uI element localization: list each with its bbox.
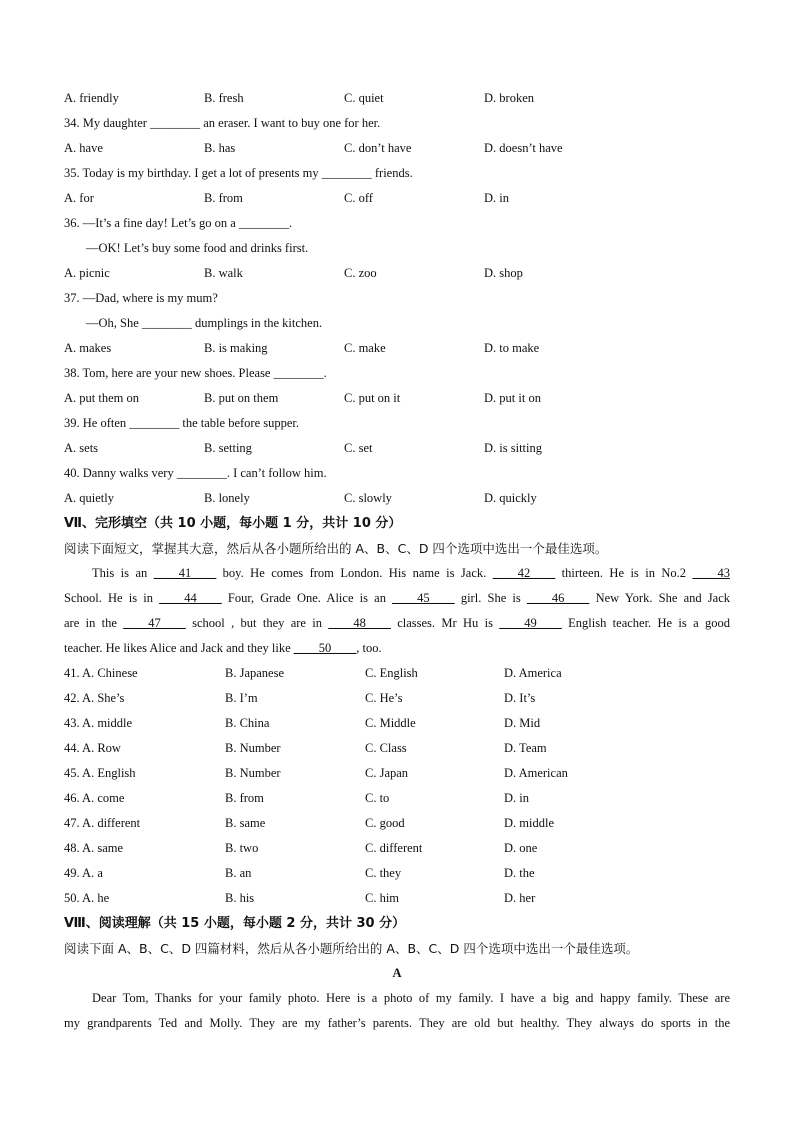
option: B. walk	[204, 266, 243, 280]
option: A. picnic	[64, 266, 110, 280]
passage-text: This is an	[92, 566, 154, 580]
option: C. Japan	[365, 766, 409, 780]
option: B. Number	[225, 766, 281, 780]
blank-48: ____48____	[328, 616, 391, 630]
passage-line	[64, 611, 730, 636]
option: 48. A. same	[64, 841, 124, 855]
option: D. doesn’t have	[484, 141, 563, 155]
cloze-passage	[64, 561, 730, 661]
option: B. from	[204, 191, 243, 205]
option: B. from	[225, 791, 264, 805]
option: C. to	[365, 791, 390, 805]
option: 45. A. English	[64, 766, 136, 780]
option: D. in	[504, 791, 529, 805]
passage-text: girl. She is	[454, 591, 527, 605]
option: A. for	[64, 191, 94, 205]
passage-line	[64, 561, 730, 586]
question-34: 34. My daughter ________ an eraser. I want to buy one for her.	[64, 116, 381, 130]
option: D. America	[504, 666, 562, 680]
reading-passage-a	[64, 986, 730, 1036]
passage-line	[64, 586, 730, 611]
blank-41: ____41____	[153, 566, 217, 580]
option: B. China	[225, 716, 270, 730]
passage-line: Dear Tom, Thanks for your family photo. Here is a photo of my family. I have a big and happy family. These are	[92, 991, 730, 1005]
passage-text: , too.	[356, 641, 382, 655]
option: C. Middle	[365, 716, 416, 730]
option: B. an	[225, 866, 252, 880]
option: A. makes	[64, 341, 112, 355]
option: C. good	[365, 816, 405, 830]
option: A. put them on	[64, 391, 139, 405]
option: D. middle	[504, 816, 554, 830]
option: B. same	[225, 816, 266, 830]
option: C. make	[344, 341, 386, 355]
option: B. setting	[204, 441, 252, 455]
option: D. her	[504, 891, 536, 905]
option: B. I’m	[225, 691, 258, 705]
option: B. is making	[204, 341, 268, 355]
option: B. his	[225, 891, 255, 905]
passage-text: classes. Mr Hu is	[390, 616, 500, 630]
option: C. set	[344, 441, 373, 455]
option: C. slowly	[344, 491, 392, 505]
question-36-reply: —OK! Let’s buy some food and drinks first.	[86, 241, 309, 255]
passage-text: are in the	[64, 616, 124, 630]
option: C. quiet	[344, 91, 384, 105]
option: D. one	[504, 841, 538, 855]
option: D. American	[504, 766, 568, 780]
question-37-reply: —Oh, She ________ dumplings in the kitchen.	[86, 316, 323, 330]
option: 46. A. come	[64, 791, 125, 805]
option: C. don’t have	[344, 141, 412, 155]
option: 50. A. he	[64, 891, 110, 905]
passage-heading: A	[392, 966, 402, 980]
option: 49. A. a	[64, 866, 103, 880]
question-36: 36. —It’s a fine day! Let’s go on a ________.	[64, 216, 293, 230]
option: B. fresh	[204, 91, 244, 105]
passage-line: my grandparents Ted and Molly. They are my father’s parents. They are old but healthy. They always do sports in the	[64, 1016, 730, 1030]
option: C. put on it	[344, 391, 401, 405]
option: 44. A. Row	[64, 741, 121, 755]
option: C. different	[365, 841, 423, 855]
option: C. zoo	[344, 266, 377, 280]
option: C. English	[365, 666, 418, 680]
passage-text: New York. She and Jack	[589, 591, 730, 605]
option: D. Team	[504, 741, 547, 755]
section-7-instruction: 阅读下面短文，掌握其大意，然后从各小题所给出的 A、B、C、D 四个选项中选出一个最佳选项。	[64, 541, 608, 556]
option: D. is sitting	[484, 441, 542, 455]
option: A. friendly	[64, 91, 119, 105]
passage-line	[64, 636, 730, 661]
option: B. has	[204, 141, 236, 155]
option: A. quietly	[64, 491, 114, 505]
passage-text: Four, Grade One. Alice is an	[221, 591, 393, 605]
blank-47: ____47____	[123, 616, 186, 630]
option: D. shop	[484, 266, 523, 280]
option: 43. A. middle	[64, 716, 133, 730]
option: A. sets	[64, 441, 99, 455]
option: B. Japanese	[225, 666, 285, 680]
passage-text: thirteen. He is in No.2	[555, 566, 693, 580]
option: D. put it on	[484, 391, 541, 405]
option: D. in	[484, 191, 509, 205]
passage-text: teacher. He likes Alice and Jack and they like	[64, 641, 294, 655]
option: D. to make	[484, 341, 540, 355]
question-40: 40. Danny walks very ________. I can’t follow him.	[64, 466, 327, 480]
passage-text: boy. He comes from London. His name is Jack.	[216, 566, 493, 580]
blank-42: ____42____	[492, 566, 556, 580]
section-8-instruction: 阅读下面 A、B、C、D 四篇材料，然后从各小题所给出的 A、B、C、D 四个选项中选出一个最佳选项。	[64, 941, 639, 956]
option: 41. A. Chinese	[64, 666, 138, 680]
option: B. lonely	[204, 491, 250, 505]
blank-49: ____49____	[499, 616, 562, 630]
section-8-title: Ⅷ、阅读理解（共 15 小题，每小题 2 分，共计 30 分）	[64, 916, 406, 931]
option: D. quickly	[484, 491, 537, 505]
option: D. broken	[484, 91, 534, 105]
passage-text: school , but they are in	[185, 616, 329, 630]
question-35: 35. Today is my birthday. I get a lot of presents my ________ friends.	[64, 166, 413, 180]
option: A. have	[64, 141, 103, 155]
blank-43: ____43	[692, 566, 731, 580]
question-38: 38. Tom, here are your new shoes. Please ________.	[64, 366, 327, 380]
option: D. It’s	[504, 691, 536, 705]
option: D. the	[504, 866, 535, 880]
section-7-title: Ⅶ、完形填空（共 10 小题，每小题 1 分，共计 10 分）	[64, 516, 402, 531]
option: 47. A. different	[64, 816, 141, 830]
blank-46: ____46____	[526, 591, 590, 605]
option: B. two	[225, 841, 259, 855]
option: D. Mid	[504, 716, 541, 730]
blank-45: ____45____	[392, 591, 455, 605]
option: 42. A. She’s	[64, 691, 125, 705]
option: C. they	[365, 866, 402, 880]
option: C. him	[365, 891, 400, 905]
passage-text: English teacher. He is a good	[561, 616, 730, 630]
option: C. Class	[365, 741, 407, 755]
passage-text: School. He is in	[64, 591, 160, 605]
blank-50: ____50____	[293, 641, 357, 655]
blank-44: ____44____	[159, 591, 222, 605]
option: C. He’s	[365, 691, 403, 705]
option: B. put on them	[204, 391, 279, 405]
question-37: 37. —Dad, where is my mum?	[64, 291, 218, 305]
question-39: 39. He often ________ the table before supper.	[64, 416, 300, 430]
option: C. off	[344, 191, 373, 205]
option: B. Number	[225, 741, 281, 755]
